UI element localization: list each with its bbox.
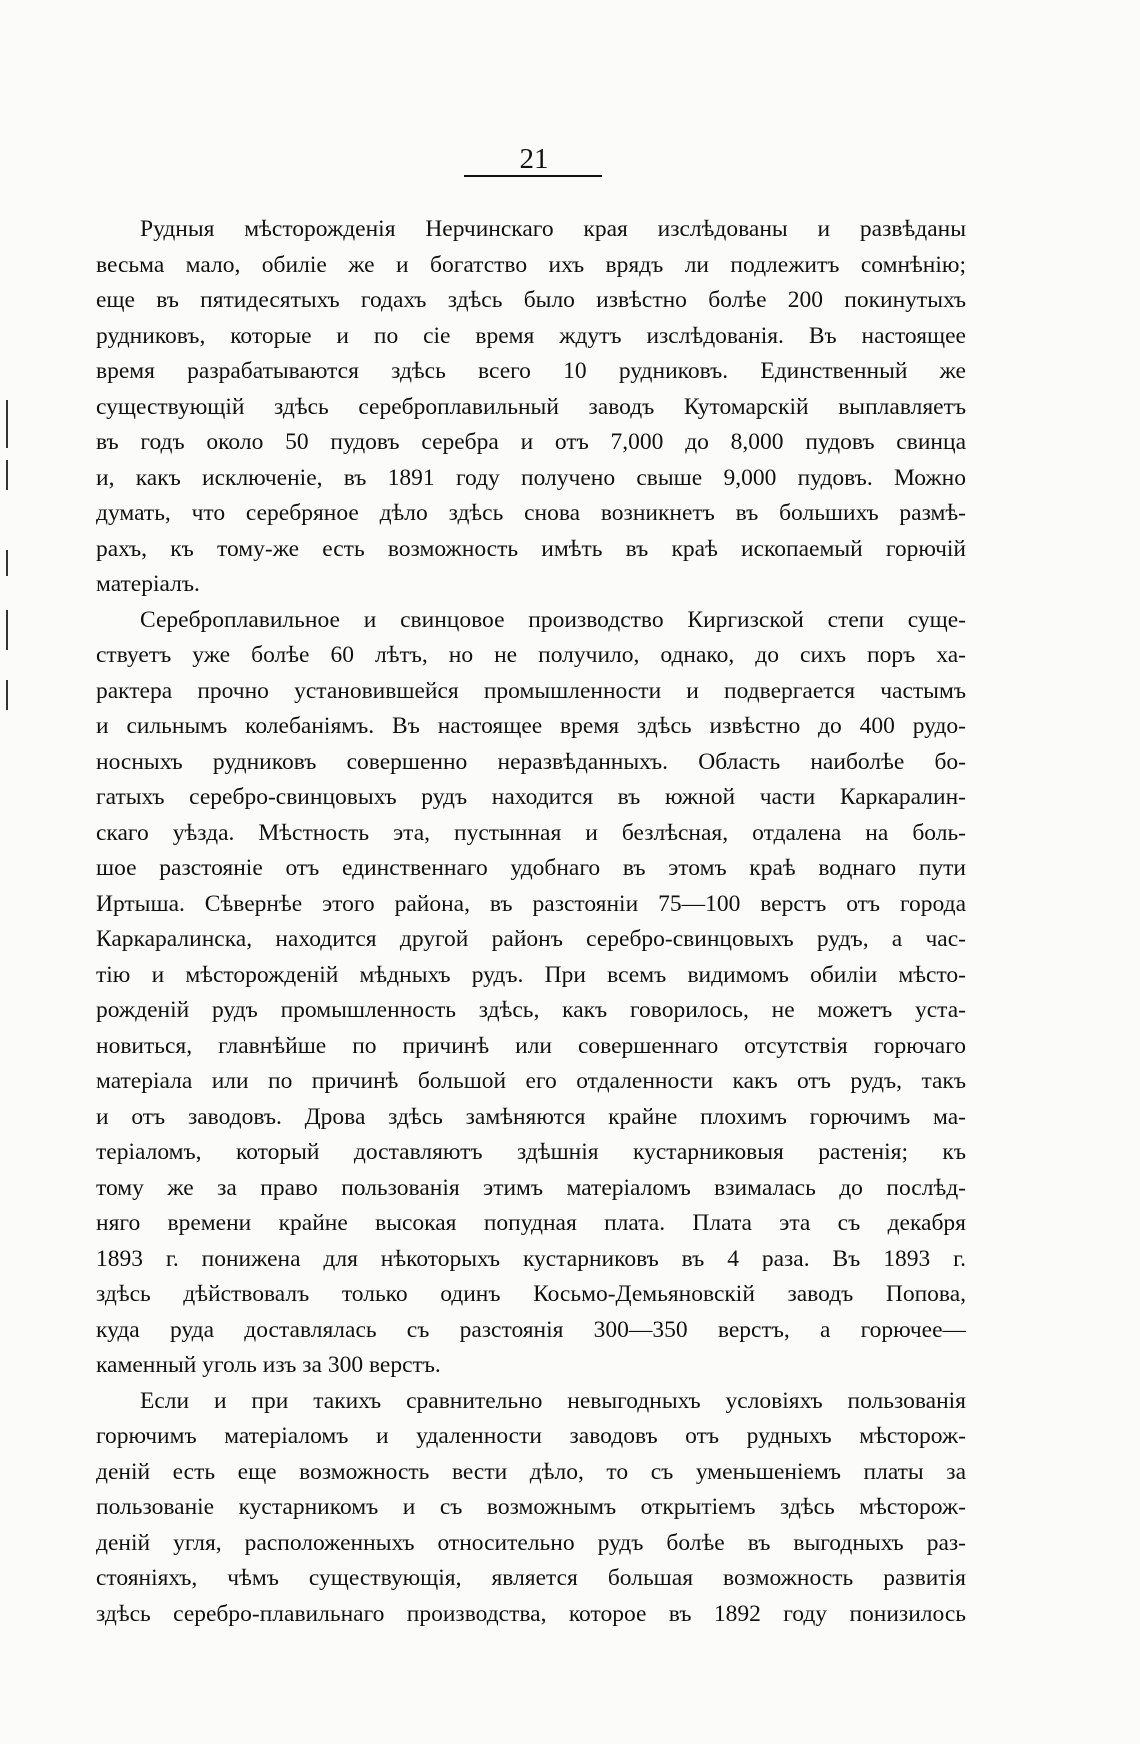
- body-text: [96, 212, 966, 1632]
- text-line: тому же за право пользованія этимъ матеріаломъ взималась до послѣд-: [96, 1174, 966, 1201]
- text-line: теріаломъ, который доставляютъ здѣшнія кустарниковыя растенія; къ: [96, 1139, 966, 1165]
- text-line: тію и мѣсторожденій мѣдныхъ рудъ. При всемъ видимомъ обиліи мѣсто-: [96, 961, 966, 988]
- text-line: матеріалъ.: [96, 571, 200, 597]
- text-line: гатыхъ серебро-свинцовыхъ рудъ находится въ южной части Каркаралин-: [96, 784, 966, 810]
- text-line: новиться, главнѣйше по причинѣ или совершеннаго отсутствія горючаго: [96, 1032, 966, 1059]
- text-line: ствуетъ уже болѣе 60 лѣтъ, но не получило, однако, до сихъ поръ ха-: [96, 642, 966, 668]
- text-line: деній угля, расположенныхъ относительно рудъ болѣе въ выгодныхъ раз-: [96, 1529, 966, 1556]
- text-line: каменный уголь изъ за 300 верстъ.: [96, 1352, 441, 1378]
- text-line: рудниковъ, которые и по сіе время ждутъ изслѣдованія. Въ настоящее: [96, 322, 966, 349]
- text-line: въ годъ около 50 пудовъ серебра и отъ 7,000 до 8,000 пудовъ свинца: [96, 429, 966, 455]
- text-line: скаго уѣзда. Мѣстность эта, пустынная и безлѣсная, отдалена на боль-: [96, 819, 966, 846]
- text-line: шое разстояніе отъ единственнаго удобнаго въ этомъ краѣ воднаго пути: [96, 855, 966, 881]
- text-line: существующій здѣсь сереброплавильный заводъ Кутомарскій выплавляетъ: [96, 393, 966, 420]
- text-line: Рудныя мѣсторожденія Нерчинскаго края изслѣдованы и развѣданы: [140, 216, 966, 242]
- text-line: и отъ заводовъ. Дрова здѣсь замѣняются крайне плохимъ горючимъ ма-: [96, 1103, 966, 1130]
- text-line: здѣсь серебро-плавильнаго производства, которое въ 1892 году понизилось: [96, 1600, 966, 1627]
- text-line: деній есть еще возможность вести дѣло, то съ уменьшеніемъ платы за: [96, 1458, 966, 1485]
- text-line: рожденій рудъ промышленность здѣсь, какъ говорилось, не можетъ уста-: [96, 997, 966, 1023]
- text-line: носныхъ рудниковъ совершенно неразвѣданныхъ. Область наиболѣе бо-: [96, 748, 966, 775]
- text-line: 1893 г. понижена для нѣкоторыхъ кустарниковъ въ 4 раза. Въ 1893 г.: [96, 1245, 966, 1272]
- text-line: и, какъ исключеніе, въ 1891 году получено свыше 9,000 пудовъ. Можно: [96, 464, 966, 491]
- text-line: Иртыша. Сѣвернѣе этого района, въ разстояніи 75—100 верстъ отъ города: [96, 890, 966, 917]
- text-line: еще въ пятидесятыхъ годахъ здѣсь было извѣстно болѣе 200 покинутыхъ: [96, 287, 966, 313]
- page-number-rule: [464, 175, 602, 177]
- text-line: думать, что серебряное дѣло здѣсь снова возникнетъ въ большихъ размѣ-: [96, 500, 966, 526]
- margin-marks: [0, 400, 20, 720]
- text-line: стояніяхъ, чѣмъ существующія, является большая возможность развитія: [96, 1565, 966, 1591]
- paragraph-1: [96, 212, 966, 603]
- paragraph-2: [96, 603, 966, 1384]
- text-line: Каркаралинска, находится другой районъ серебро-свинцовыхъ рудъ, а час-: [96, 926, 966, 952]
- text-line: пользованіе кустарникомъ и съ возможнымъ открытіемъ здѣсь мѣсторож-: [96, 1494, 966, 1520]
- text-line: и сильнымъ колебаніямъ. Въ настоящее время здѣсь извѣстно до 400 рудо-: [96, 713, 966, 739]
- text-line: Если и при такихъ сравнительно невыгодныхъ условіяхъ пользованія: [140, 1387, 966, 1414]
- page-number: 21: [519, 143, 549, 175]
- text-line: время разрабатываются здѣсь всего 10 рудниковъ. Единственный же: [96, 358, 966, 384]
- text-line: Сереброплавильное и свинцовое производство Киргизской степи суще-: [140, 606, 966, 633]
- text-line: горючимъ матеріаломъ и удаленности заводовъ отъ рудныхъ мѣсторож-: [96, 1423, 966, 1449]
- text-line: рактера прочно установившейся промышленности и подвергается частымъ: [96, 677, 966, 704]
- text-line: здѣсь дѣйствовалъ только одинъ Косьмо-Демьяновскій заводъ Попова,: [96, 1281, 966, 1307]
- paragraph-3: [96, 1384, 966, 1633]
- text-line: куда руда доставлялась съ разстоянія 300—350 верстъ, а горючее—: [96, 1316, 966, 1343]
- text-line: весьма мало, обиліе же и богатство ихъ врядъ ли подлежитъ сомнѣнію;: [96, 251, 966, 278]
- text-line: рахъ, къ тому-же есть возможность имѣть въ краѣ ископаемый горючій: [96, 535, 966, 562]
- text-line: матеріала или по причинѣ большой его отдаленности какъ отъ рудъ, такъ: [96, 1068, 966, 1094]
- text-line: няго времени крайне высокая попудная плата. Плата эта съ декабря: [96, 1210, 966, 1236]
